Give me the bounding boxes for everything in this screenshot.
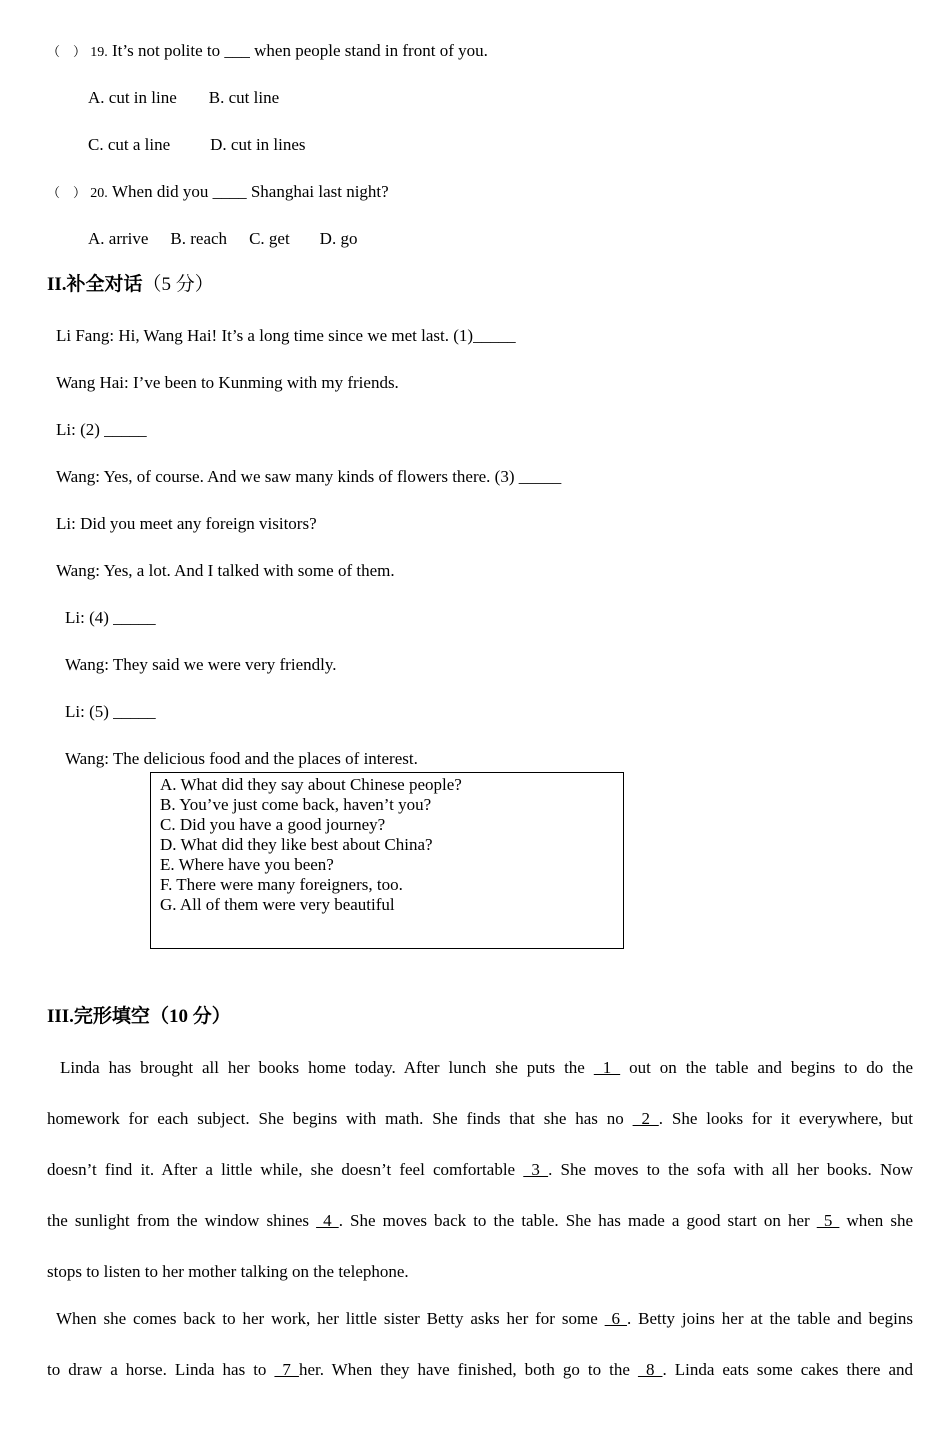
options-box	[150, 772, 624, 949]
cloze-line-1: Linda has brought all her books home today. After lunch she puts the 1 out on the table and begins to do the	[60, 1058, 914, 1077]
question-text: It’s not polite to ___ when people stand in front of you.	[112, 41, 488, 60]
answer-paren: （ ）	[47, 185, 87, 200]
section-title: II.补全对话	[47, 274, 143, 295]
cloze-line-2: homework for each subject. She begins with math. She finds that she has no 2 . She looks for it everywhere, but	[47, 1109, 913, 1128]
option-d: D. cut in lines	[210, 135, 306, 154]
section-points: （5 分）	[142, 274, 214, 295]
dialogue-line-8: Wang: They said we were very friendly.	[65, 655, 337, 674]
dialogue-line-6: Wang: Yes, a lot. And I talked with some of them.	[56, 561, 395, 580]
question-number: 20.	[90, 186, 108, 201]
blank-1[interactable]: 1	[593, 1058, 621, 1077]
dialogue-line-3: Li: (2) _____	[56, 420, 147, 439]
section-title: III.完形填空	[47, 1006, 150, 1027]
dialogue-line-5: Li: Did you meet any foreign visitors?	[56, 514, 317, 533]
dialogue-line-4: Wang: Yes, of course. And we saw many kinds of flowers there. (3) _____	[56, 467, 562, 486]
option-b: B. reach	[170, 229, 228, 248]
dialogue-line-2: Wang Hai: I’ve been to Kunming with my friends.	[56, 373, 399, 392]
blank-8[interactable]: 8	[637, 1360, 663, 1379]
box-option-b: B. You’ve just come back, haven’t you?	[160, 795, 432, 814]
box-option-a: A. What did they say about Chinese people?	[160, 775, 462, 794]
section-points: （10 分）	[149, 1006, 231, 1027]
cloze-line-7: to draw a horse. Linda has to 7 her. When they have finished, both go to the 8 . Linda eats some cakes there and	[47, 1360, 914, 1379]
blank-7[interactable]: 7	[274, 1360, 299, 1379]
box-option-f: F. There were many foreigners, too.	[160, 875, 403, 894]
blank-5[interactable]: 5	[816, 1211, 840, 1230]
box-option-d: D. What did they like best about China?	[160, 835, 433, 854]
box-option-c: C. Did you have a good journey?	[160, 815, 386, 834]
blank-3[interactable]: 3	[523, 1160, 549, 1179]
box-option-g: G. All of them were very beautiful	[160, 895, 395, 914]
cloze-line-3: doesn’t find it. After a little while, she doesn’t feel comfortable 3 . She moves to the sofa with all her books. Now	[47, 1160, 913, 1179]
question-19	[47, 40, 488, 64]
blank-2[interactable]: 2	[632, 1109, 659, 1128]
question-20	[47, 181, 389, 205]
dialogue-line-7: Li: (4) _____	[65, 608, 156, 627]
question-19-options-row-2	[88, 134, 306, 156]
box-option-e: E. Where have you been?	[160, 855, 334, 874]
option-a: A. arrive	[88, 229, 149, 248]
blank-4[interactable]: 4	[316, 1211, 339, 1230]
option-c: C. get	[249, 229, 290, 248]
cloze-line-5: stops to listen to her mother talking on the telephone.	[47, 1262, 409, 1281]
blank-6[interactable]: 6	[604, 1309, 627, 1328]
option-b: B. cut line	[208, 88, 280, 107]
section-3-heading	[47, 1006, 231, 1028]
option-d: D. go	[319, 229, 358, 248]
section-2-heading	[47, 274, 214, 296]
answer-paren: （ ）	[47, 44, 87, 59]
cloze-line-4: the sunlight from the window shines 4 . She moves back to the table. She has made a good start on her 5 when she	[47, 1211, 914, 1230]
cloze-line-6: When she comes back to her work, her little sister Betty asks her for some 6 . Betty joins her at the table and begins	[56, 1309, 914, 1328]
dialogue-line-10: Wang: The delicious food and the places of interest.	[65, 749, 418, 768]
option-c: C. cut a line	[88, 135, 171, 154]
question-20-options	[88, 228, 357, 250]
dialogue-line-1: Li Fang: Hi, Wang Hai! It’s a long time since we met last. (1)_____	[56, 326, 516, 345]
question-19-options-row-1	[88, 87, 279, 109]
question-number: 19.	[90, 45, 108, 60]
question-text: When did you ____ Shanghai last night?	[112, 182, 389, 201]
dialogue-line-9: Li: (5) _____	[65, 702, 156, 721]
option-a: A. cut in line	[88, 88, 177, 107]
